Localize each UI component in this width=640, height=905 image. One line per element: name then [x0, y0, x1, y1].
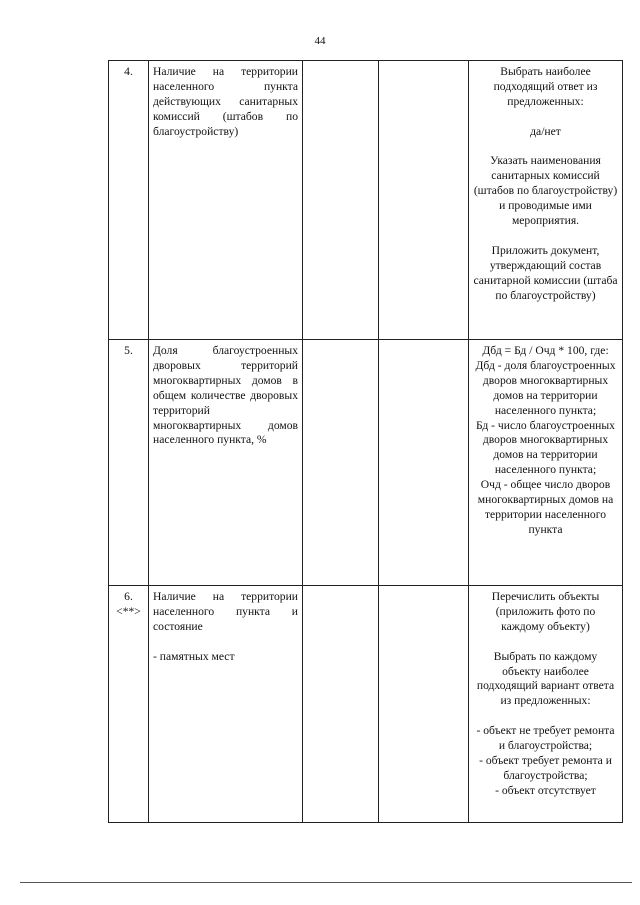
table-row: [109, 340, 623, 586]
row-number: 6. <**>: [109, 586, 149, 823]
criteria-table: [108, 60, 623, 823]
table-row: [109, 586, 623, 823]
instruction-text: Выбрать по каждому объекту наиболее подходящий вариант ответа из предложенных:: [476, 649, 615, 708]
empty-cell: [303, 340, 379, 586]
table-row: [109, 61, 623, 340]
instruction-text: Бд - число благоустроенных дворов многоквартирных домов на территории населенного пункта;: [476, 418, 615, 477]
indicator-text: - памятных мест: [153, 649, 235, 663]
footer-rule: [20, 882, 632, 883]
instruction-text: да/нет: [530, 124, 561, 138]
page-number: 44: [314, 35, 326, 47]
row-number: 5.: [109, 340, 149, 586]
empty-cell: [303, 61, 379, 340]
empty-cell: [379, 586, 469, 823]
instruction-text: - объект не требует ремонта и благоустройства;: [476, 724, 615, 753]
instruction-text: - объект отсутствует: [495, 783, 596, 797]
empty-cell: [379, 340, 469, 586]
instruction-text: Указать наименования санитарных комиссий (штабов по благоустройству) и проводимые ими мероприятия.: [473, 154, 618, 228]
row-number: 4.: [109, 61, 149, 340]
indicator-name: [149, 61, 303, 340]
indicator-text: Доля благоустроенных дворовых территорий многоквартирных домов в общем количестве дворовых территорий многоквартирных домов населенного пункта, %: [153, 344, 298, 447]
indicator-text: Наличие на территории населенного пункта и состояние: [153, 590, 298, 633]
formula-text: Дбд = Бд / Очд * 100, где:: [482, 344, 609, 357]
indicator-text: Наличие на территории населенного пункта действующих санитарных комиссий (штабов по благоустройству): [153, 65, 298, 138]
empty-cell: [303, 586, 379, 823]
instruction-text: Дбд - доля благоустроенных дворов многоквартирных домов на территории населенного пункта;: [475, 358, 616, 417]
instruction-text: Перечислить объекты (приложить фото по каждому объекту): [491, 590, 600, 633]
instruction-text: Выбрать наиболее подходящий ответ из предложенных:: [493, 65, 598, 108]
instruction-cell: [469, 586, 623, 823]
instruction-cell: [469, 61, 623, 340]
instruction-text: Приложить документ, утверждающий состав санитарной комиссии (штаба по благоустройству): [473, 243, 618, 302]
instruction-text: Очд - общее число дворов многоквартирных домов на территории населенного пункта: [477, 478, 614, 536]
instruction-text: - объект требует ремонта и благоустройства;: [479, 753, 612, 782]
instruction-cell: [469, 340, 623, 586]
indicator-name: [149, 340, 303, 586]
empty-cell: [379, 61, 469, 340]
indicator-name: [149, 586, 303, 823]
